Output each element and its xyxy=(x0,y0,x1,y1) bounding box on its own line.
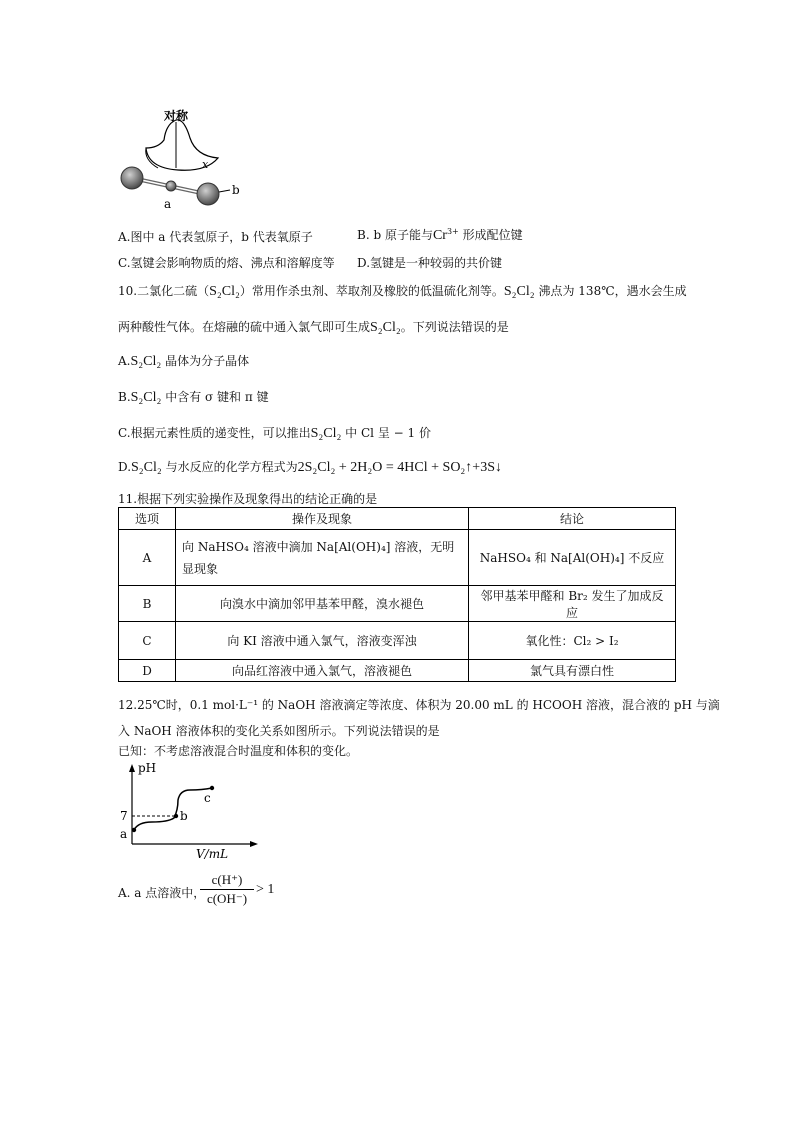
q9-option-a: A.图中 a 代表氢原子，b 代表氧原子 xyxy=(118,230,313,244)
q12-stem-line1: 12.25℃时，0.1 mol·L⁻¹ 的 NaOH 溶液滴定等浓度、体积为 20.00 mL 的 HCOOH 溶液，混合液的 pH 与滴 xyxy=(118,698,720,712)
row-operation: 向溴水中滴加邻甲基苯甲醛，溴水褪色 xyxy=(176,586,469,622)
hydrogen-bond-figure xyxy=(118,108,258,212)
q12-relation: > 1 xyxy=(256,882,275,897)
b-pointer xyxy=(219,190,230,192)
row-operation: 向 NaHSO₄ 溶液中滴加 Na[Al(OH)₄] 溶液，无明显现象 xyxy=(176,530,469,586)
atom-b xyxy=(197,183,219,205)
table-row xyxy=(119,622,676,660)
formula-s2cl2: S₂Cl₂ xyxy=(130,390,162,405)
q12-fraction xyxy=(200,872,254,907)
q9-option-b-ion: Cr xyxy=(432,228,447,243)
q10-text: 10.二氯化二硫（ xyxy=(118,284,210,298)
q10-text: 沸点为 138℃，遇水会生成 xyxy=(534,284,687,298)
fraction-denominator: c(OH⁻) xyxy=(206,891,248,906)
q9-option-c: C.氢键会影响物质的熔、沸点和溶解度等 xyxy=(118,256,335,270)
point-a xyxy=(132,828,136,832)
q10-option-d xyxy=(118,458,502,476)
q10-option-label: D. xyxy=(118,460,132,474)
q10-option-c xyxy=(118,424,431,442)
x-axis-arrow xyxy=(250,841,258,847)
q10-option-label: B. xyxy=(118,390,131,404)
row-operation: 向品红溶液中通入氯气，溶液褪色 xyxy=(176,660,469,682)
q12-option-a-prefix: A. a 点溶液中， xyxy=(118,886,206,900)
fraction-bar xyxy=(200,889,254,890)
header-operation: 操作及现象 xyxy=(176,508,469,530)
y-axis-label: pH xyxy=(138,761,157,775)
formula-s2cl2: S₂Cl₂ xyxy=(310,426,342,441)
q10-text: 两种酸性气体。在熔融的硫中通入氯气即可生成 xyxy=(118,320,371,334)
label-a: a xyxy=(120,827,128,841)
q10-text: 。下列说法错误的是 xyxy=(400,320,509,334)
row-option: D xyxy=(119,660,176,682)
row-option: A xyxy=(119,530,176,586)
orbital-bottom xyxy=(146,148,158,168)
label-b: b xyxy=(180,809,188,823)
q10-option-text: C.根据元素性质的递变性，可以推出 xyxy=(118,426,311,440)
row-option: C xyxy=(119,622,176,660)
q10-stem-line2 xyxy=(118,318,509,336)
q9-option-b-charge: 3+ xyxy=(446,227,459,236)
y-axis-arrow xyxy=(129,764,135,772)
formula-s2cl2: S₂Cl₂ xyxy=(131,460,162,475)
q10-option-b xyxy=(118,388,269,406)
header-option: 选项 xyxy=(119,508,176,530)
y-tick-7: 7 xyxy=(120,809,128,823)
q11-table xyxy=(118,507,676,682)
q10-option-text: 中含有 σ 键和 π 键 xyxy=(161,390,269,404)
label-c: c xyxy=(204,791,211,805)
row-conclusion: 氯气具有漂白性 xyxy=(469,660,676,682)
formula-s2cl2: S₂Cl₂ xyxy=(209,284,240,299)
q10-stem-line1 xyxy=(118,282,687,300)
table-row xyxy=(119,586,676,622)
q10-option-label: A. xyxy=(118,354,131,368)
formula-s2cl2: S₂Cl₂ xyxy=(370,320,401,335)
formula-s2cl2: S₂Cl₂ xyxy=(503,284,535,299)
table-row xyxy=(119,660,676,682)
titration-curve xyxy=(134,788,212,830)
q9-option-b xyxy=(357,226,523,244)
q10-option-a xyxy=(118,352,249,370)
label-a: a xyxy=(164,197,172,211)
q10-option-text: 中 Cl 呈 − 1 价 xyxy=(341,426,431,440)
row-conclusion: 邻甲基苯甲醛和 Br₂ 发生了加成反应 xyxy=(469,586,676,622)
row-conclusion: NaHSO₄ 和 Na[Al(OH)₄] 不反应 xyxy=(469,530,676,586)
symmetry-label: 对称 xyxy=(163,109,189,123)
fraction-numerator: c(H⁺) xyxy=(211,872,243,887)
q10-option-text: 与水反应的化学方程式为 xyxy=(161,460,298,474)
q10-option-text: 晶体为分子晶体 xyxy=(161,354,250,368)
table-header-row xyxy=(119,508,676,530)
atom-a xyxy=(166,181,176,191)
point-b xyxy=(174,814,178,818)
x-axis-label: V/mL xyxy=(196,847,229,861)
q12-stem-line2: 入 NaOH 溶液体积的变化关系如图所示。下列说法错误的是 xyxy=(118,724,440,738)
header-conclusion: 结论 xyxy=(469,508,676,530)
x-axis-label: x xyxy=(202,158,209,171)
q9-option-b-suffix: 形成配位键 xyxy=(458,228,523,242)
q10-text: ）常用作杀虫剂、萃取剂及橡胶的低温硫化剂等。 xyxy=(239,284,504,298)
q9-option-d: D.氢键是一种较弱的共价键 xyxy=(357,256,503,270)
label-b: b xyxy=(232,183,240,197)
point-c xyxy=(210,786,214,790)
formula-s2cl2: S₂Cl₂ xyxy=(130,354,162,369)
q11-stem: 11.根据下列实验操作及现象得出的结论正确的是 xyxy=(118,492,378,506)
q12-note: 已知：不考虑溶液混合时温度和体积的变化。 xyxy=(118,744,359,758)
row-operation: 向 KI 溶液中通入氯气，溶液变浑浊 xyxy=(176,622,469,660)
titration-curve-figure xyxy=(112,760,262,864)
equation: 2S₂Cl₂ + 2H₂O = 4HCl + SO₂↑+3S↓ xyxy=(297,460,502,475)
row-conclusion: 氧化性：Cl₂ > I₂ xyxy=(469,622,676,660)
row-option: B xyxy=(119,586,176,622)
q9-option-b-prefix: B. b 原子能与 xyxy=(357,228,433,242)
atom-left xyxy=(121,167,143,189)
table-row xyxy=(119,530,676,586)
